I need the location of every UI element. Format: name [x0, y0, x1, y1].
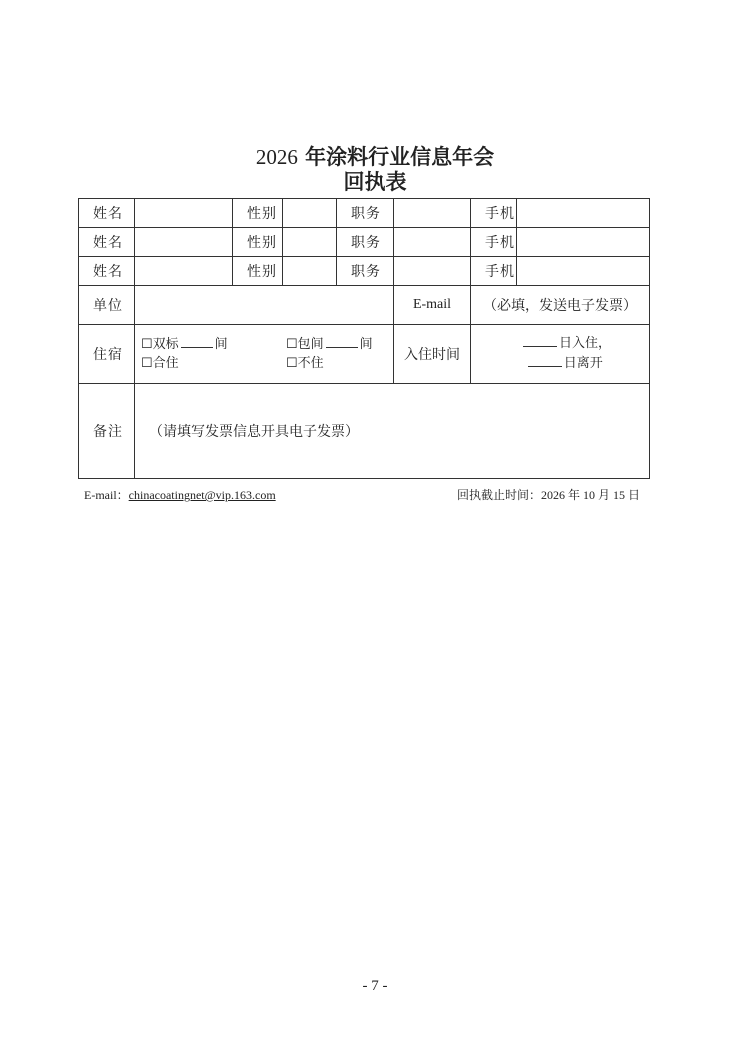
checkbox-icon[interactable]: ☐ — [286, 356, 298, 371]
email-link[interactable]: chinacoatingnet@vip.163.com — [128, 488, 276, 502]
unit-field[interactable] — [135, 286, 394, 325]
person-row — [79, 257, 650, 286]
name-field[interactable] — [135, 228, 233, 257]
stay-row — [79, 325, 650, 384]
phone-field[interactable] — [517, 257, 650, 286]
gender-label: 性别 — [233, 199, 283, 228]
position-label: 职务 — [337, 257, 394, 286]
footer-email: E-mail：chinacoatingnet@vip.163.com — [84, 488, 276, 502]
checkout-date[interactable]: 日离开 — [477, 354, 611, 374]
page-number: - 7 - — [362, 978, 388, 994]
checkin-dates — [471, 325, 650, 384]
gender-field[interactable] — [283, 199, 337, 228]
footer-deadline: 回执截止时间：2026 年 10 月 15 日 — [456, 488, 640, 502]
date-blank[interactable] — [523, 334, 557, 347]
option-shared-room[interactable]: ☐合住 — [141, 356, 179, 371]
position-field[interactable] — [394, 199, 471, 228]
email-field[interactable] — [471, 286, 650, 325]
registration-form-table — [78, 198, 650, 479]
option-no-stay[interactable]: ☐不住 — [286, 356, 324, 371]
position-field[interactable] — [394, 257, 471, 286]
checkin-label: 入住时间 — [394, 325, 471, 384]
checkbox-icon[interactable]: ☐ — [141, 356, 153, 371]
title-year: 2026 — [255, 145, 298, 169]
form-title-line2: 回执表 — [343, 169, 407, 194]
position-label: 职务 — [337, 199, 394, 228]
name-label: 姓名 — [79, 228, 135, 257]
note-field[interactable] — [135, 384, 650, 479]
phone-field[interactable] — [517, 199, 650, 228]
note-hint: （请填写发票信息开具电子发票） — [149, 424, 359, 440]
gender-field[interactable] — [283, 228, 337, 257]
stay-options — [135, 325, 394, 384]
phone-label: 手机 — [471, 257, 517, 286]
position-field[interactable] — [394, 228, 471, 257]
name-field[interactable] — [135, 257, 233, 286]
option-whole-room[interactable]: ☐包间 间 — [286, 337, 373, 352]
title-text: 年涂料行业信息年会 — [305, 144, 495, 169]
phone-label: 手机 — [471, 199, 517, 228]
form-title-line1 — [0, 145, 750, 169]
name-label: 姓名 — [79, 199, 135, 228]
name-field[interactable] — [135, 199, 233, 228]
checkbox-icon[interactable]: ☐ — [286, 337, 298, 352]
date-blank[interactable] — [528, 354, 562, 367]
gender-label: 性别 — [233, 257, 283, 286]
unit-row — [79, 286, 650, 325]
position-label: 职务 — [337, 228, 394, 257]
phone-label: 手机 — [471, 228, 517, 257]
stay-label: 住宿 — [79, 325, 135, 384]
unit-label: 单位 — [79, 286, 135, 325]
room-count-blank[interactable] — [181, 335, 213, 348]
checkbox-icon[interactable]: ☐ — [141, 337, 153, 352]
person-row — [79, 199, 650, 228]
option-double-room[interactable]: ☐双标 间 — [141, 337, 228, 352]
gender-label: 性别 — [233, 228, 283, 257]
phone-field[interactable] — [517, 228, 650, 257]
person-row — [79, 228, 650, 257]
room-count-blank[interactable] — [326, 335, 358, 348]
name-label: 姓名 — [79, 257, 135, 286]
gender-field[interactable] — [283, 257, 337, 286]
checkin-date[interactable]: 日入住， — [477, 334, 611, 354]
note-row — [79, 384, 650, 479]
email-label: E-mail — [394, 286, 471, 325]
note-label: 备注 — [79, 384, 135, 479]
email-hint: （必填，发送电子发票） — [483, 298, 637, 314]
